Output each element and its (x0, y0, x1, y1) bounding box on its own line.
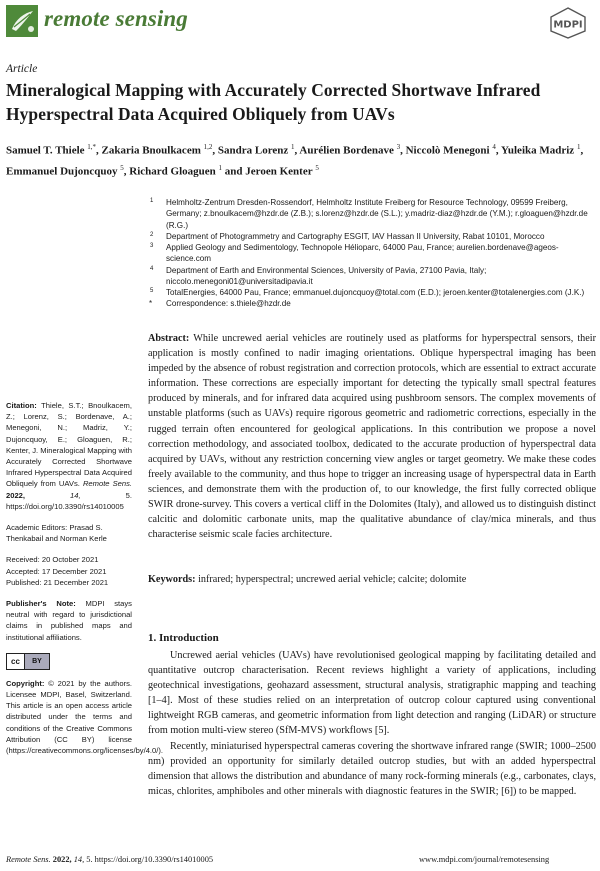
author-affiliation-mark: 3 (396, 143, 401, 151)
footer-volume: 14, (73, 855, 85, 864)
intro-paragraph: Recently, miniaturised hyperspectral cameras covering the shortwave infrared range (SWIR; 1000–2500 nm) provided an opportunity for similarly detailed outcrop studies, but with an added hyperspectral dimension that allows the distribution and abundance of many rock-forming minerals (e.g., carbonates, clays, micas, chlorites, amphiboles and other minerals with diagnostic features in the SWIR; [6]) to be mapped. (148, 740, 596, 797)
intro-paragraph: Uncrewed aerial vehicles (UAVs) have revolutionised geological mapping by facilitating detailed and quantitative outcrop characterisation. Recent reviews highlight a variety of applications, including geotechnical investigations, geohazard assessment, structural analysis, stratigraphic mapping and teaching [1–4]. Most of these studies relied on an interpretation of outcrop colour captured using conventional lightweight RGB cameras, and geometric information from light detection and ranging (LiDAR) or structure from motion multi-view stereo (SfM-MVS) workflows [5]. (148, 650, 596, 737)
publisher-note (6, 598, 132, 643)
correspondence-item (148, 298, 596, 309)
abstract-text: While uncrewed aerial vehicles are routinely used as platforms for hyperspectral sensors, their application is mostly confined to nadir imaging orientations. Oblique hyperspectral imaging has been impeded by the absence of robust registration and correction protocols, which are essential to extract accurate information. These corrections are especially important for detecting the typically small spectral features produced by minerals, and for infrared data acquired using pushbroom sensors. The complex movements of unstable platforms (such as UAVs) require rigorous geometric and radiometric corrections, especially in the rugged terrain often encountered for geological applications. In this contribution we propose a novel correction methodology, and associated toolbox, dedicated to the accurate production of hyperspectral data acquired by UAVs, without any restriction concerning view angles or target geometry. We make these codes freely available to the community, and thus hope to trigger an increasing usage of hyperspectral data in Earth sciences, and demonstrate them with the production of, to our knowledge, the first fully corrected oblique SWIR drone-survey. This covers a vertical cliff in the Dolomites (Italy), and allowed us to distinguish distinct calcitic and dolomitic carbonate units, map the qualitative abundance of clay/mica minerals, and thus characterise seismic scale facies architecture. (148, 333, 596, 541)
published-date: Published: 21 December 2021 (6, 577, 109, 587)
abstract-label: Abstract: (148, 333, 190, 344)
copyright-block (6, 678, 163, 756)
author-name: Aurélien Bordenave (299, 144, 394, 157)
affiliation-text: Helmholtz-Zentrum Dresden-Rossendorf, Helmholtz Institute Freiberg for Resource Technology, 09599 Freiberg, Germany; z.bnoulkacem@hzdr.de (Z.B.); s.lorenz@hzdr.de (S.L.); y.madriz-diaz@hzdr.de (Y.M.); r.gloaguen@hzdr.de (R.G.) (166, 198, 588, 230)
author-name: Emmanuel Dujoncquoy (6, 165, 118, 178)
affiliation-number: 1 (150, 198, 154, 204)
affiliations-list (148, 197, 596, 310)
author-affiliation-mark: 5 (315, 163, 319, 172)
author-name: Sandra Lorenz (217, 144, 289, 157)
affiliation-item (148, 287, 596, 298)
footer-journal: Remote Sens. (6, 855, 51, 864)
publisher-note-label: Publisher's Note: (6, 599, 76, 609)
copyright-label: Copyright: (6, 678, 45, 688)
academic-editors (6, 522, 132, 544)
correspondence-text: Correspondence: s.thiele@hzdr.de (166, 299, 291, 309)
author-name: Jeroen Kenter (245, 165, 313, 178)
author-name: Richard Gloaguen (129, 165, 216, 178)
author-affiliation-mark: 5 (120, 163, 124, 172)
author-name: Yuleika Madriz (500, 144, 575, 157)
footer-journal-url[interactable]: www.mdpi.com/journal/remotesensing (419, 855, 550, 864)
affiliation-item (148, 197, 596, 231)
publisher-note-text: MDPI stays neutral with regard to jurisdictional claims in published maps and institutional affiliations. (6, 599, 132, 642)
author-list: Samuel T. Thiele $^{1,*}$, Zakaria Bnoulkacem $^{1,2}$, Sandra Lorenz $^1$, Aurélien Bordenave $^3$, Niccolò Menegoni $^4$, Yuleika Madriz $^1$, Emmanuel Dujoncquoy $^5$, Richard Gloaguen $^1$ and Jeroen Kenter $^5$ (6, 143, 584, 178)
citation-label: Citation: (6, 401, 37, 410)
mdpi-logo-text: MDPI (553, 19, 583, 31)
footer-year: 2022, (52, 855, 72, 864)
cc-by-license-icon[interactable] (6, 653, 50, 670)
affiliation-number: 3 (150, 243, 154, 249)
abstract (148, 331, 596, 542)
author-affiliation-mark: 1,2 (203, 143, 213, 151)
accepted-date: Accepted: 17 December 2021 (6, 566, 107, 576)
correspondence-mark: * (149, 299, 153, 309)
cc-icon: cc (7, 654, 25, 669)
received-date: Received: 20 October 2021 (6, 555, 99, 565)
author-affiliation-mark: 1 (218, 163, 223, 172)
footer-citation (6, 855, 213, 864)
citation-text: Thiele, S.T.; Bnoulkacem, Z.; Lorenz, S.; Bordenave, A.; Menegoni, N.; Madriz, Y.; Dujoncquoy, E.; Gloaguen, R.; Kenter, J. Mineralogical Mapping with Accurately Corrected Shortwave Infrared Hyperspectral Data Acquired Obliquely from UAVs. (6, 401, 132, 489)
journal-name: remote sensing (44, 6, 188, 31)
author-affiliation-mark: 1,* (87, 143, 97, 151)
affiliation-text: TotalEnergies, 64000 Pau, France; emmanuel.dujoncquoy@total.com (E.D.); jeroen.kenter@totalenergies.com (J.K.) (166, 288, 585, 297)
affiliation-text: Department of Photogrammetry and Cartography ESGIT, IAV Hassan II University, Rabat 10101, Morocco (166, 231, 545, 241)
copyright-text: © 2021 by the authors. Licensee MDPI, Basel, Switzerland. This article is an open access article distributed under the terms and conditions of the Creative Commons Attribution (CC BY) license (https://creativecommons.org/licenses/by/4.0/). (6, 678, 163, 756)
citation-doi[interactable]: 5. https://doi.org/10.3390/rs14010005 (6, 490, 132, 511)
editors-label: Academic Editors: (6, 523, 68, 533)
dates-block (6, 554, 132, 588)
section-heading-introduction: 1. Introduction (148, 632, 219, 644)
keywords (148, 573, 596, 587)
mdpi-logo-icon (548, 7, 588, 39)
affiliation-item (148, 242, 596, 265)
article-title: Mineralogical Mapping with Accurately Corrected Shortwave Infrared Hyperspectral Data Acquired Obliquely from UAVs (6, 80, 541, 124)
introduction-body (148, 648, 596, 799)
author-name: Niccolò Menegoni (405, 144, 490, 157)
by-icon: BY (25, 654, 49, 669)
affiliation-number: 4 (150, 265, 154, 272)
affiliation-text: Department of Earth and Environmental Sciences, University of Pavia, 27100 Pavia, Italy; niccolo.menegoni01@universitadipavia.it (166, 265, 487, 286)
citation-year: 2022, (6, 490, 26, 500)
sidebar (6, 400, 163, 766)
footer-doi[interactable]: 5. https://doi.org/10.3390/rs14010005 (86, 855, 214, 864)
affiliation-item (148, 265, 596, 288)
citation-journal: Remote Sens. (82, 479, 132, 489)
author-and: and (224, 165, 243, 178)
affiliation-number: 2 (150, 231, 154, 238)
affiliation-item (148, 231, 596, 242)
author-affiliation-mark: 1 (291, 143, 295, 151)
author-affiliation-mark: 4 (492, 143, 496, 151)
keywords-text: infrared; hyperspectral; uncrewed aerial vehicle; calcite; dolomite (198, 574, 467, 585)
affiliation-number: 5 (150, 288, 154, 294)
keywords-label: Keywords: (148, 574, 196, 585)
citation-volume: 14, (70, 490, 81, 500)
article-type: Article (6, 63, 38, 75)
author-affiliation-mark: 1 (576, 143, 581, 151)
affiliation-text: Applied Geology and Sedimentology, Technopole Hélioparc, 64000 Pau, France; aurelien.bordenave@ageos-science.com (166, 243, 559, 264)
journal-logo-icon (6, 5, 38, 37)
author-name: Zakaria Bnoulkacem (101, 144, 201, 157)
citation-block (6, 400, 132, 512)
editors-text: Prasad S. Thenkabail and Norman Kerle (6, 523, 107, 544)
author-name: Samuel T. Thiele (6, 144, 85, 157)
